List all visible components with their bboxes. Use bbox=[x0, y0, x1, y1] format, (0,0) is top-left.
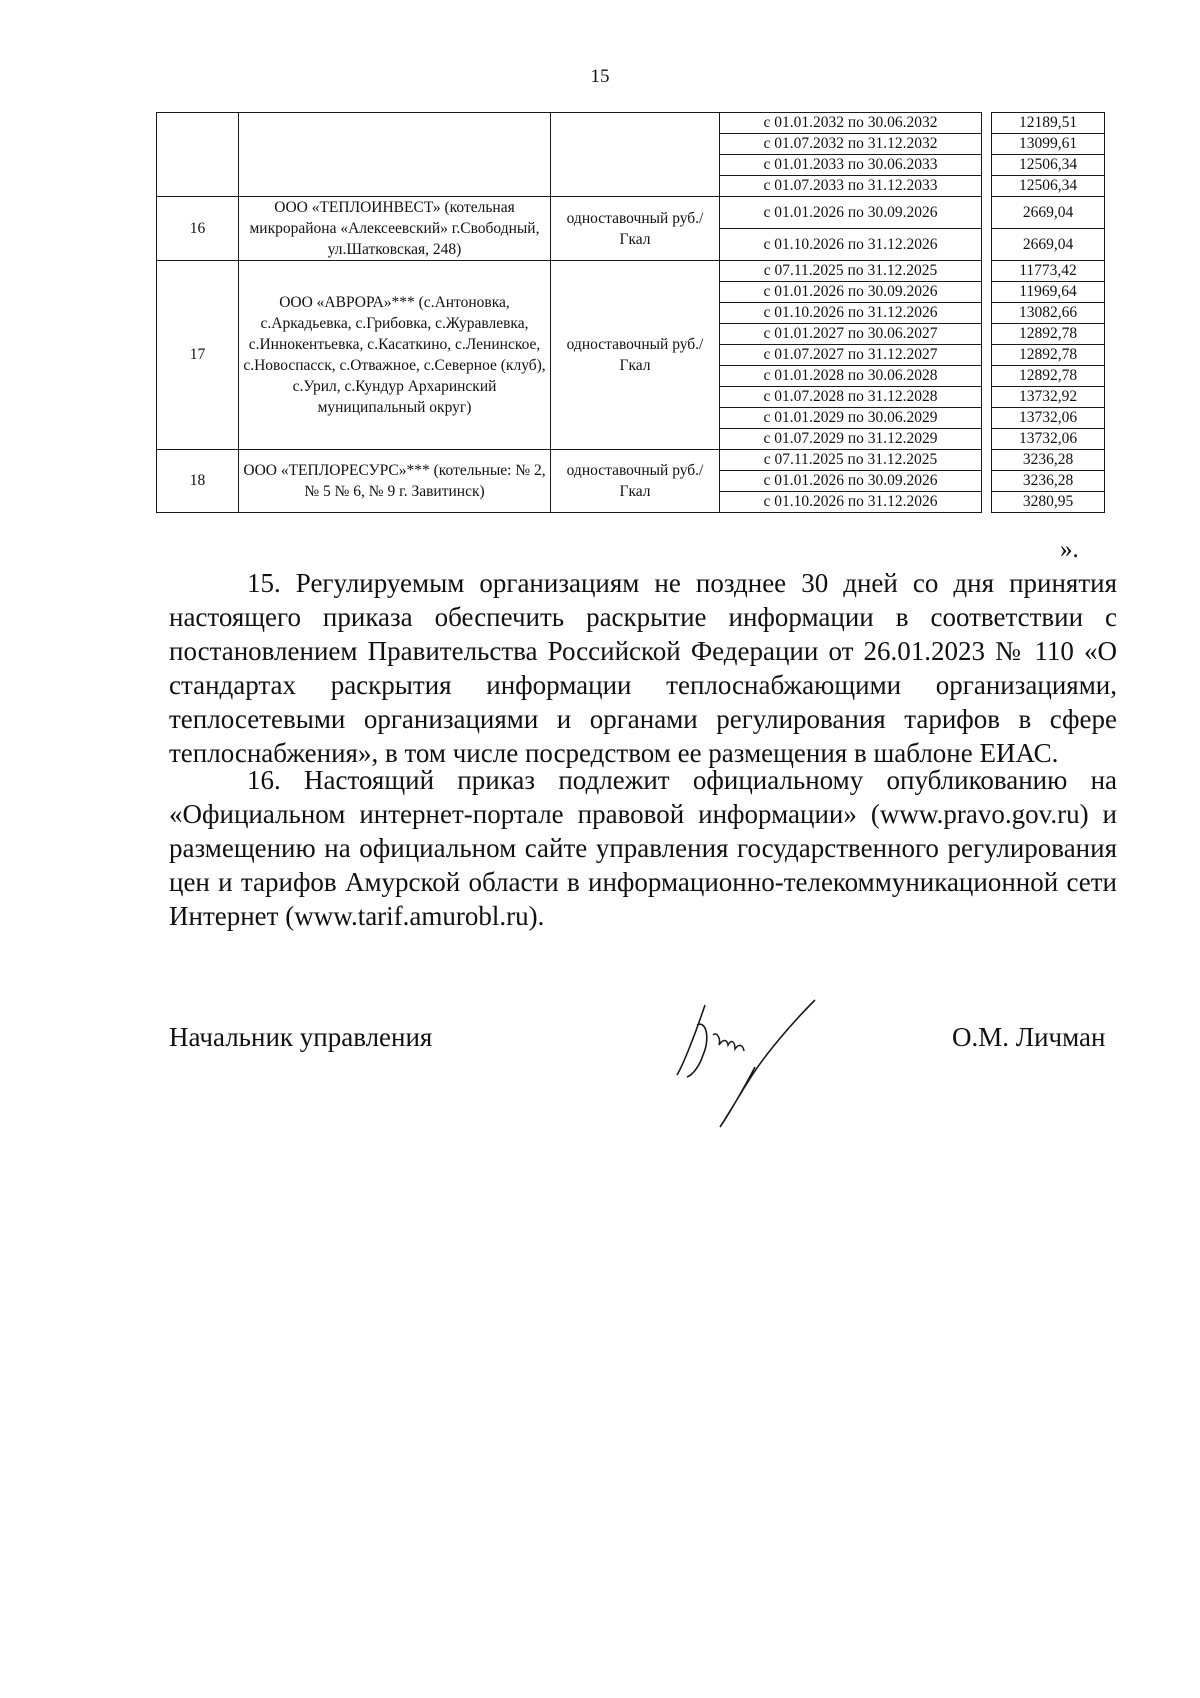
column-gap bbox=[982, 387, 992, 408]
column-gap bbox=[982, 408, 992, 429]
closing-quote: ». bbox=[1060, 536, 1079, 563]
period-cell: с 01.07.2033 по 31.12.2033 bbox=[720, 176, 982, 197]
period-cell: с 01.07.2028 по 31.12.2028 bbox=[720, 387, 982, 408]
tariff-value-cell: 13082,66 bbox=[992, 303, 1105, 324]
period-cell: с 01.01.2029 по 30.06.2029 bbox=[720, 408, 982, 429]
row-number-cell: 17 bbox=[157, 261, 239, 450]
paragraph-15: 15. Регулируемым организациям не позднее 30 дней со дня принятия настоящего приказа обеспечить раскрытие информации в соответствии с постановлением Правительства Российской Федерации от 26.01.2023 № 110 «О стандартах раскрытия информации теплоснабжающими организациями, теплосетевыми организациями и органами регулирования тарифов в сфере теплоснабжения», в том числе посредством ее размещения в шаблоне ЕИАС. bbox=[169, 568, 1117, 768]
column-gap bbox=[982, 155, 992, 176]
tariff-value-cell: 12506,34 bbox=[992, 176, 1105, 197]
organization-cell: ООО «АВРОРА»*** (с.Антоновка, с.Аркадьевка, с.Грибовка, с.Журавлевка, с.Иннокентьевка, с.Касаткино, с.Ленинское, с.Новоспасск, с.Отважное, с.Северное (клуб), с.Урил, с.Кундур Архаринский муниципальный округ) bbox=[239, 261, 551, 450]
tariff-type-cell: одноставочный руб./Гкал bbox=[551, 197, 720, 261]
column-gap bbox=[982, 282, 992, 303]
period-cell: с 01.10.2026 по 31.12.2026 bbox=[720, 303, 982, 324]
organization-cell bbox=[239, 113, 551, 197]
tariff-value-cell: 2669,04 bbox=[992, 229, 1105, 261]
period-cell: с 01.07.2032 по 31.12.2032 bbox=[720, 134, 982, 155]
column-gap bbox=[982, 471, 992, 492]
tariff-value-cell: 3236,28 bbox=[992, 471, 1105, 492]
organization-cell: ООО «ТЕПЛОРЕСУРС»*** (котельные: № 2, № 5 № 6, № 9 г. Завитинск) bbox=[239, 450, 551, 513]
column-gap bbox=[982, 324, 992, 345]
column-gap bbox=[982, 366, 992, 387]
column-gap bbox=[982, 345, 992, 366]
period-cell: с 01.01.2026 по 30.09.2026 bbox=[720, 282, 982, 303]
row-number-cell: 18 bbox=[157, 450, 239, 513]
column-gap bbox=[982, 492, 992, 513]
tariff-value-cell: 11773,42 bbox=[992, 261, 1105, 282]
tariff-value-cell: 13732,06 bbox=[992, 429, 1105, 450]
table-row bbox=[157, 113, 1105, 134]
column-gap bbox=[982, 450, 992, 471]
column-gap bbox=[982, 197, 992, 229]
tariff-value-cell: 12892,78 bbox=[992, 345, 1105, 366]
tariff-type-cell: одноставочный руб./Гкал bbox=[551, 450, 720, 513]
tariff-table-body bbox=[157, 113, 1105, 513]
period-cell: с 01.01.2033 по 30.06.2033 bbox=[720, 155, 982, 176]
tariff-type-cell: одноставочный руб./Гкал bbox=[551, 261, 720, 450]
table-row bbox=[157, 261, 1105, 282]
period-cell: с 01.01.2032 по 30.06.2032 bbox=[720, 113, 982, 134]
paragraph-16: 16. Настоящий приказ подлежит официальному опубликованию на «Официальном интернет-портале правовой информации» (www.pravo.gov.ru) и размещению на официальном сайте управления государственного регулирования цен и тарифов Амурской области в информационно-телекоммуникационной сети Интернет (www.tarif.amurobl.ru). bbox=[169, 765, 1117, 931]
row-number-cell bbox=[157, 113, 239, 197]
page-number: 15 bbox=[590, 66, 610, 87]
period-cell: с 01.01.2026 по 30.09.2026 bbox=[720, 197, 982, 229]
tariff-value-cell: 13099,61 bbox=[992, 134, 1105, 155]
column-gap bbox=[982, 176, 992, 197]
tariff-value-cell: 13732,92 bbox=[992, 387, 1105, 408]
signatory-name: О.М. Личман bbox=[952, 1022, 1106, 1052]
row-number-cell: 16 bbox=[157, 197, 239, 261]
tariff-value-cell: 11969,64 bbox=[992, 282, 1105, 303]
column-gap bbox=[982, 134, 992, 155]
column-gap bbox=[982, 229, 992, 261]
signatory-title: Начальник управления bbox=[169, 1022, 433, 1052]
tariff-value-cell: 13732,06 bbox=[992, 408, 1105, 429]
tariff-type-cell bbox=[551, 113, 720, 197]
column-gap bbox=[982, 429, 992, 450]
tariff-value-cell: 12506,34 bbox=[992, 155, 1105, 176]
period-cell: с 01.10.2026 по 31.12.2026 bbox=[720, 229, 982, 261]
tariff-table bbox=[156, 112, 1105, 513]
tariff-value-cell: 3280,95 bbox=[992, 492, 1105, 513]
column-gap bbox=[982, 113, 992, 134]
period-cell: с 01.01.2028 по 30.06.2028 bbox=[720, 366, 982, 387]
period-cell: с 01.07.2029 по 31.12.2029 bbox=[720, 429, 982, 450]
tariff-value-cell: 12892,78 bbox=[992, 366, 1105, 387]
table-row bbox=[157, 450, 1105, 471]
column-gap bbox=[982, 261, 992, 282]
column-gap bbox=[982, 303, 992, 324]
period-cell: с 01.10.2026 по 31.12.2026 bbox=[720, 492, 982, 513]
tariff-value-cell: 12892,78 bbox=[992, 324, 1105, 345]
period-cell: с 01.07.2027 по 31.12.2027 bbox=[720, 345, 982, 366]
period-cell: с 01.01.2026 по 30.09.2026 bbox=[720, 471, 982, 492]
table-row bbox=[157, 197, 1105, 229]
tariff-value-cell: 3236,28 bbox=[992, 450, 1105, 471]
handwritten-signature bbox=[665, 995, 855, 1140]
period-cell: с 07.11.2025 по 31.12.2025 bbox=[720, 261, 982, 282]
period-cell: с 01.01.2027 по 30.06.2027 bbox=[720, 324, 982, 345]
tariff-value-cell: 12189,51 bbox=[992, 113, 1105, 134]
period-cell: с 07.11.2025 по 31.12.2025 bbox=[720, 450, 982, 471]
tariff-value-cell: 2669,04 bbox=[992, 197, 1105, 229]
organization-cell: ООО «ТЕПЛОИНВЕСТ» (котельная микрорайона «Алексеевский» г.Свободный, ул.Шатковская, 248) bbox=[239, 197, 551, 261]
